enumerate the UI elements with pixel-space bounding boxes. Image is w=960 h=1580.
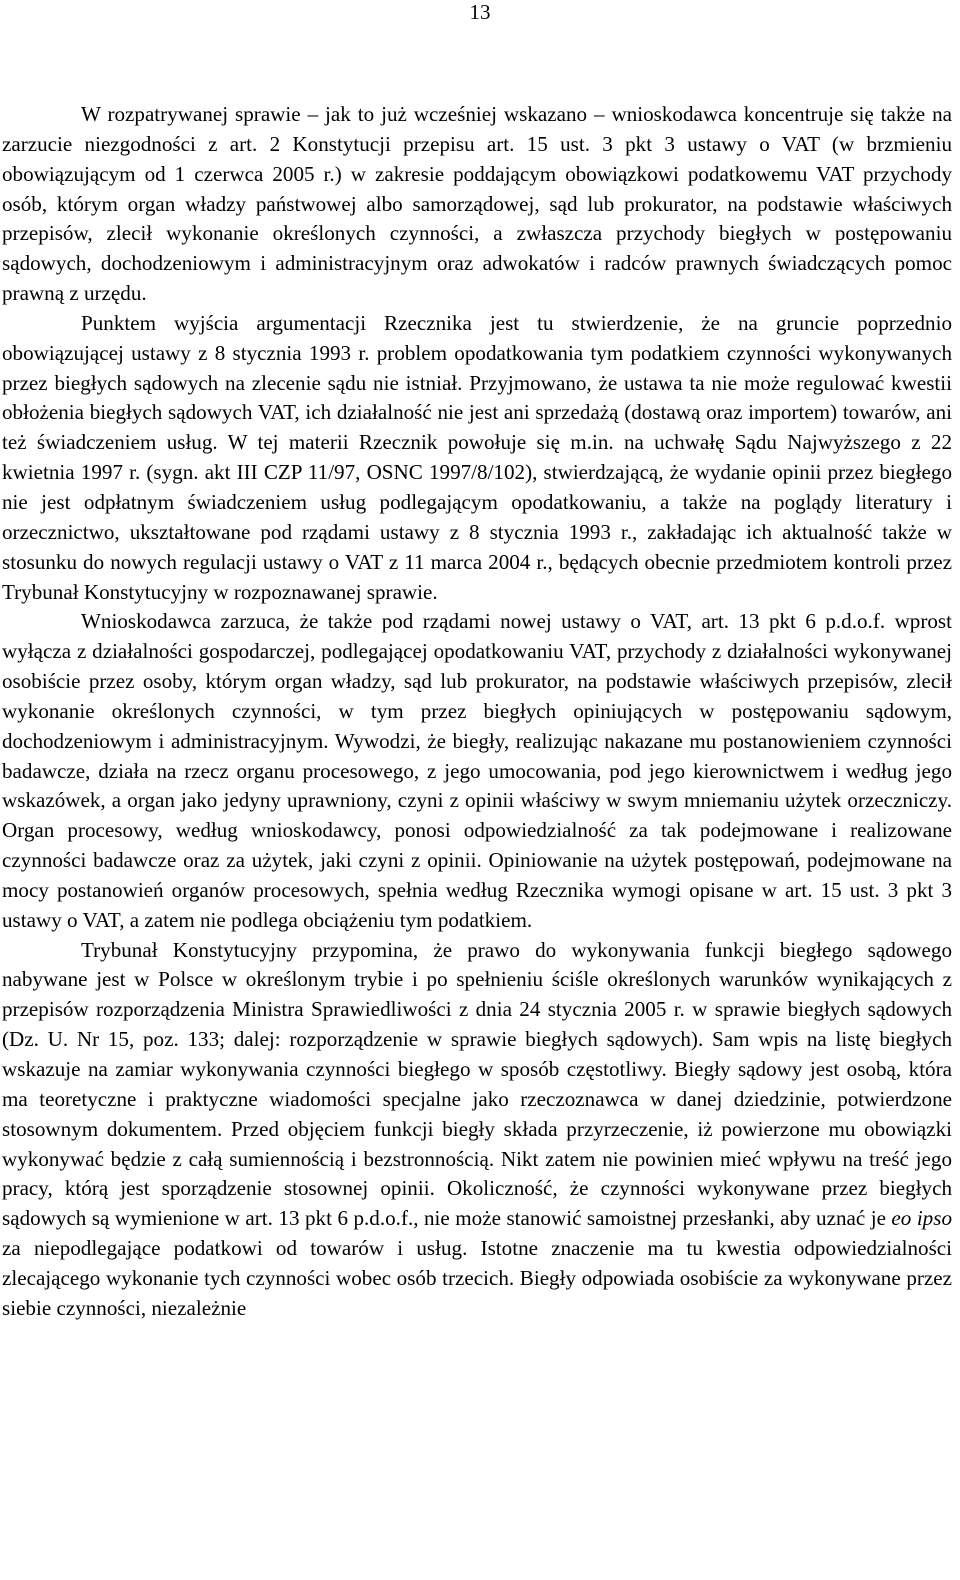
paragraph-4-text-after: za niepodlegające podatkowi od towarów i usług. Istotne znaczenie ma tu kwestia odpowiedzialności zlecającego wykonanie tych czynności wobec osób trzecich. Biegły odpowiada osobiście za wykonywane przez siebie czynności, niezależnie [2, 1236, 952, 1320]
paragraph-4 [2, 936, 952, 1324]
page-number: 13 [469, 0, 491, 24]
document-body [2, 100, 952, 1324]
paragraph-3: Wnioskodawca zarzuca, że także pod rządami nowej ustawy o VAT, art. 13 pkt 6 p.d.o.f. wprost wyłącza z działalności gospodarczej, podlegającej opodatkowaniu VAT, przychody z działalności wykonywanej osobiście przez osoby, którym organ władzy, sąd lub prokurator, na podstawie właściwych przepisów, zlecił wykonanie określonych czynności, w tym przez biegłych opiniujących w postępowaniu sądowym, dochodzeniowym i administracyjnym. Wywodzi, że biegły, realizując nakazane mu postanowieniem czynności badawcze, działa na rzecz organu procesowego, z jego umocowania, pod jego kierownictwem i według jego wskazówek, a organ jako jedyny uprawniony, czyni z opinii właściwy w swym mniemaniu użytek orzeczniczy. Organ procesowy, według wnioskodawcy, ponosi odpowiedzialność za tak podejmowane i realizowane czynności badawcze oraz za użytek, jaki czyni z opinii. Opiniowanie na użytek postępowań, podejmowane na mocy postanowień organów procesowych, spełnia według Rzecznika wymogi opisane w art. 15 ust. 3 pkt 3 ustawy o VAT, a zatem nie podlega obciążeniu tym podatkiem. [2, 609, 952, 932]
paragraph-2: Punktem wyjścia argumentacji Rzecznika jest tu stwierdzenie, że na gruncie poprzednio obowiązującej ustawy z 8 stycznia 1993 r. problem opodatkowania tym podatkiem czynności wykonywanych przez biegłych sądowych na zlecenie sądu nie istniał. Przyjmowano, że ustawa ta nie może regulować kwestii obłożenia biegłych sądowych VAT, ich działalność nie jest ani sprzedażą (dostawą oraz importem) towarów, ani też świadczeniem usług. W tej materii Rzecznik powołuje się m.in. na uchwałę Sądu Najwyższego z 22 kwietnia 1997 r. (sygn. akt III CZP 11/97, OSNC 1997/8/102), stwierdzającą, że wydanie opinii przez biegłego nie jest odpłatnym świadczeniem usług podlegającym opodatkowaniu, a także na poglądy literatury i orzecznictwo, ukształtowane pod rządami ustawy z 8 stycznia 1993 r., zakładając ich aktualność także w stosunku do nowych regulacji ustawy o VAT z 11 marca 2004 r., będących obecnie przedmiotem kontroli przez Trybunał Konstytucyjny w rozpoznawanej sprawie. [2, 310, 952, 604]
paragraph-4-text-before: Trybunał Konstytucyjny przypomina, że prawo do wykonywania funkcji biegłego sądowego nabywane jest w Polsce w określonym trybie i po spełnieniu ściśle określonych warunków wynikających z przepisów rozporządzenia Ministra Sprawiedliwości z dnia 24 stycznia 2005 r. w sprawie biegłych sądowych (Dz. U. Nr 15, poz. 133; dalej: rozporządzenie w sprawie biegłych sądowych). Sam wpis na listę biegłych wskazuje na zamiar wykonywania czynności biegłego w sposób częstotliwy. Biegły sądowy jest osobą, która ma teoretyczne i praktyczne wiadomości specjalne jako rzeczoznawca w danej dziedzinie, potwierdzone stosownym dokumentem. Przed objęciem funkcji biegły składa przyrzeczenie, iż powierzone mu obowiązki wykonywać będzie z całą sumiennością i bezstronnością. Nikt zatem nie powinien mieć wpływu na treść jego pracy, którą jest sporządzenie stosownej opinii. Okoliczność, że czynności wykonywane przez biegłych sądowych są wymienione w art. 13 pkt 6 p.d.o.f., nie może stanowić samoistnej przesłanki, aby uznać je [2, 937, 952, 1231]
paragraph-1: W rozpatrywanej sprawie – jak to już wcześniej wskazano – wnioskodawca koncentruje się także na zarzucie niezgodności z art. 2 Konstytucji przepisu art. 15 ust. 3 pkt 3 ustawy o VAT (w brzmieniu obowiązującym od 1 czerwca 2005 r.) w zakresie poddającym obowiązkowi podatkowemu VAT przychody osób, którym organ władzy państwowej albo samorządowej, sąd lub prokurator, na podstawie właściwych przepisów, zlecił wykonanie określonych czynności, a zwłaszcza przychody biegłych w postępowaniu sądowych, dochodzeniowym i administracyjnym oraz adwokatów i radców prawnych świadczących pomoc prawną z urzędu. [2, 102, 952, 306]
paragraph-4-italic-phrase: eo ipso [891, 1206, 952, 1231]
